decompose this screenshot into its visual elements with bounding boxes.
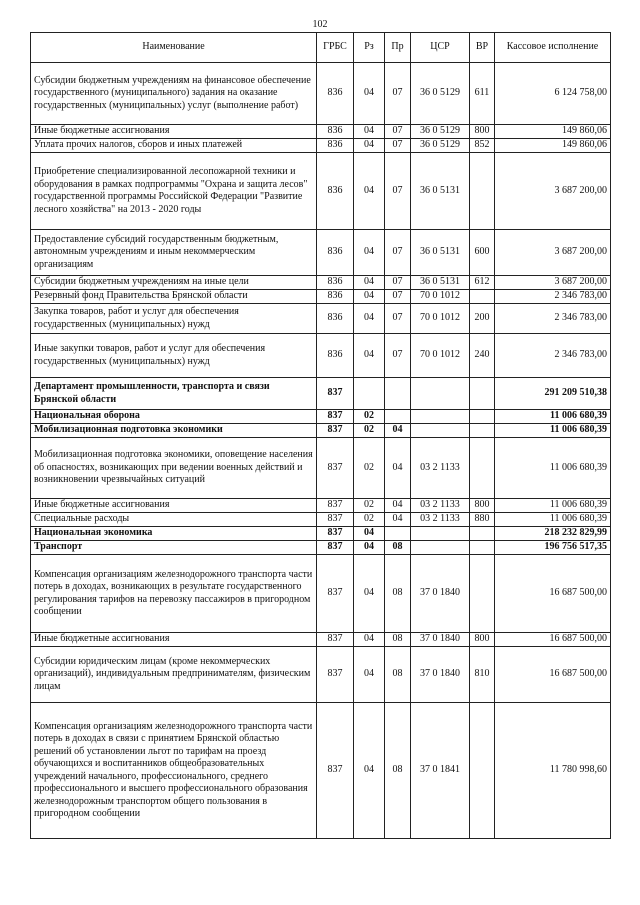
cell-csr: 37 0 1840 [411, 647, 470, 703]
cell-grbs: 837 [317, 513, 354, 527]
cell-vr: 200 [470, 304, 495, 334]
cell-name: Приобретение специализированной лесопожарной техники и оборудования в рамках подпрограммы "Охрана и защита лесов" государственной программы Российской Федерации "Развитие лесного хозяйства" на 2013 - 2020 годы [31, 153, 317, 230]
cell-name: Иные бюджетные ассигнования [31, 125, 317, 139]
cell-amount: 11 006 680,39 [495, 513, 611, 527]
table-row [31, 555, 611, 633]
cell-amount: 218 232 829,99 [495, 527, 611, 541]
cell-amount: 16 687 500,00 [495, 555, 611, 633]
cell-vr: 800 [470, 499, 495, 513]
cell-rz: 04 [354, 334, 385, 378]
cell-pr: 04 [385, 499, 411, 513]
cell-amount: 3 687 200,00 [495, 153, 611, 230]
cell-vr: 612 [470, 276, 495, 290]
cell-rz: 04 [354, 555, 385, 633]
cell-name: Закупка товаров, работ и услуг для обеспечения государственных (муниципальных) нужд [31, 304, 317, 334]
cell-vr [470, 438, 495, 499]
cell-csr [411, 424, 470, 438]
cell-rz: 04 [354, 633, 385, 647]
table-row [31, 541, 611, 555]
header-rz: Рз [354, 33, 385, 63]
cell-name: Транспорт [31, 541, 317, 555]
header-amount: Кассовое исполнение [495, 33, 611, 63]
cell-grbs: 837 [317, 378, 354, 410]
cell-rz: 04 [354, 527, 385, 541]
cell-grbs: 836 [317, 334, 354, 378]
table-row [31, 410, 611, 424]
cell-vr: 600 [470, 230, 495, 276]
table-row [31, 304, 611, 334]
cell-amount: 149 860,06 [495, 139, 611, 153]
table-row [31, 499, 611, 513]
cell-vr [470, 290, 495, 304]
cell-vr [470, 410, 495, 424]
cell-grbs: 836 [317, 276, 354, 290]
cell-csr: 36 0 5129 [411, 139, 470, 153]
cell-rz: 04 [354, 703, 385, 839]
cell-rz: 04 [354, 290, 385, 304]
cell-amount: 11 006 680,39 [495, 410, 611, 424]
cell-name: Специальные расходы [31, 513, 317, 527]
cell-pr: 07 [385, 230, 411, 276]
cell-amount: 3 687 200,00 [495, 276, 611, 290]
cell-grbs: 837 [317, 555, 354, 633]
table-row [31, 424, 611, 438]
cell-csr: 36 0 5131 [411, 230, 470, 276]
cell-grbs: 837 [317, 424, 354, 438]
cell-csr: 36 0 5129 [411, 63, 470, 125]
cell-name: Иные закупки товаров, работ и услуг для обеспечения государственных (муниципальных) нужд [31, 334, 317, 378]
cell-grbs: 837 [317, 438, 354, 499]
cell-csr: 03 2 1133 [411, 499, 470, 513]
cell-vr [470, 541, 495, 555]
cell-pr [385, 410, 411, 424]
cell-vr [470, 703, 495, 839]
cell-name: Резервный фонд Правительства Брянской области [31, 290, 317, 304]
table-row [31, 63, 611, 125]
cell-pr: 07 [385, 63, 411, 125]
table-row [31, 633, 611, 647]
cell-pr: 07 [385, 139, 411, 153]
cell-name: Уплата прочих налогов, сборов и иных платежей [31, 139, 317, 153]
table-row [31, 290, 611, 304]
table-row [31, 334, 611, 378]
cell-amount: 11 006 680,39 [495, 424, 611, 438]
table-row [31, 513, 611, 527]
cell-csr: 70 0 1012 [411, 334, 470, 378]
cell-name: Субсидии юридическим лицам (кроме некоммерческих организаций), индивидуальным предпринимателям, физическим лицам [31, 647, 317, 703]
cell-pr: 07 [385, 125, 411, 139]
cell-rz: 04 [354, 276, 385, 290]
page-number: 102 [312, 19, 328, 30]
cell-amount: 2 346 783,00 [495, 334, 611, 378]
cell-amount: 11 006 680,39 [495, 499, 611, 513]
cell-amount: 11 780 998,60 [495, 703, 611, 839]
cell-rz: 04 [354, 125, 385, 139]
cell-rz: 04 [354, 647, 385, 703]
cell-vr: 852 [470, 139, 495, 153]
cell-pr: 07 [385, 290, 411, 304]
cell-csr [411, 378, 470, 410]
cell-rz: 04 [354, 230, 385, 276]
table-row [31, 378, 611, 410]
cell-vr [470, 424, 495, 438]
cell-grbs: 836 [317, 230, 354, 276]
cell-amount: 16 687 500,00 [495, 647, 611, 703]
header-grbs: ГРБС [317, 33, 354, 63]
table-row [31, 527, 611, 541]
cell-name: Иные бюджетные ассигнования [31, 633, 317, 647]
header-pr: Пр [385, 33, 411, 63]
cell-csr [411, 527, 470, 541]
cell-grbs: 837 [317, 527, 354, 541]
cell-pr: 07 [385, 304, 411, 334]
cell-grbs: 837 [317, 647, 354, 703]
cell-pr: 07 [385, 276, 411, 290]
table-row [31, 276, 611, 290]
cell-amount: 196 756 517,35 [495, 541, 611, 555]
cell-csr: 36 0 5129 [411, 125, 470, 139]
cell-rz: 02 [354, 410, 385, 424]
cell-vr [470, 378, 495, 410]
cell-grbs: 836 [317, 304, 354, 334]
cell-csr: 37 0 1840 [411, 555, 470, 633]
cell-rz [354, 378, 385, 410]
cell-name: Компенсация организациям железнодорожного транспорта части потерь в доходах, возникающих в результате государственного регулирования тарифов на перевозку пассажиров в пригородном сообщении [31, 555, 317, 633]
cell-pr: 04 [385, 438, 411, 499]
cell-name: Мобилизационная подготовка экономики [31, 424, 317, 438]
cell-name: Национальная экономика [31, 527, 317, 541]
cell-grbs: 836 [317, 63, 354, 125]
cell-vr [470, 527, 495, 541]
cell-rz: 04 [354, 541, 385, 555]
cell-amount: 16 687 500,00 [495, 633, 611, 647]
cell-vr: 810 [470, 647, 495, 703]
cell-amount: 11 006 680,39 [495, 438, 611, 499]
cell-rz: 02 [354, 424, 385, 438]
cell-amount: 2 346 783,00 [495, 290, 611, 304]
table-row [31, 153, 611, 230]
cell-grbs: 837 [317, 541, 354, 555]
cell-csr: 37 0 1841 [411, 703, 470, 839]
table-row [31, 647, 611, 703]
table-row [31, 438, 611, 499]
header-vr: ВР [470, 33, 495, 63]
cell-csr: 03 2 1133 [411, 513, 470, 527]
header-name: Наименование [31, 33, 317, 63]
cell-amount: 2 346 783,00 [495, 304, 611, 334]
cell-amount: 291 209 510,38 [495, 378, 611, 410]
cell-vr: 880 [470, 513, 495, 527]
cell-pr [385, 527, 411, 541]
cell-csr [411, 541, 470, 555]
cell-grbs: 836 [317, 290, 354, 304]
cell-amount: 3 687 200,00 [495, 230, 611, 276]
cell-csr: 36 0 5131 [411, 153, 470, 230]
cell-name: Национальная оборона [31, 410, 317, 424]
cell-pr: 08 [385, 633, 411, 647]
table-row [31, 703, 611, 839]
cell-grbs: 836 [317, 139, 354, 153]
cell-vr [470, 555, 495, 633]
cell-vr: 240 [470, 334, 495, 378]
cell-vr: 611 [470, 63, 495, 125]
table-row [31, 230, 611, 276]
cell-pr: 04 [385, 424, 411, 438]
cell-grbs: 837 [317, 703, 354, 839]
cell-amount: 6 124 758,00 [495, 63, 611, 125]
table-header-row [31, 33, 611, 63]
cell-rz: 02 [354, 513, 385, 527]
cell-name: Мобилизационная подготовка экономики, оповещение населения об опасностях, возникающих при ведении военных действий и возникновении чрезвычайных ситуаций [31, 438, 317, 499]
cell-rz: 04 [354, 304, 385, 334]
table-row [31, 125, 611, 139]
cell-vr [470, 153, 495, 230]
cell-grbs: 837 [317, 633, 354, 647]
cell-pr: 04 [385, 513, 411, 527]
cell-vr: 800 [470, 633, 495, 647]
header-csr: ЦСР [411, 33, 470, 63]
table-row [31, 139, 611, 153]
cell-pr: 08 [385, 703, 411, 839]
cell-csr: 37 0 1840 [411, 633, 470, 647]
cell-pr: 08 [385, 541, 411, 555]
cell-csr: 03 2 1133 [411, 438, 470, 499]
cell-csr: 70 0 1012 [411, 290, 470, 304]
cell-grbs: 836 [317, 153, 354, 230]
cell-csr [411, 410, 470, 424]
cell-grbs: 837 [317, 499, 354, 513]
cell-grbs: 836 [317, 125, 354, 139]
cell-pr: 08 [385, 647, 411, 703]
cell-pr: 07 [385, 334, 411, 378]
cell-pr [385, 378, 411, 410]
cell-name: Компенсация организациям железнодорожного транспорта части потерь в доходах в связи с принятием Брянской областью решений об установлении льгот по тарифам на проезд обучающихся и воспитанников общеобразовательных учреждений начального, профессионального, среднего профессионального и высшего профессионального образования железнодорожным транспортом общего пользования в пригородном сообщении [31, 703, 317, 839]
cell-name: Иные бюджетные ассигнования [31, 499, 317, 513]
budget-table [30, 32, 611, 839]
cell-pr: 08 [385, 555, 411, 633]
cell-csr: 36 0 5131 [411, 276, 470, 290]
cell-rz: 02 [354, 499, 385, 513]
cell-name: Департамент промышленности, транспорта и связи Брянской области [31, 378, 317, 410]
cell-grbs: 837 [317, 410, 354, 424]
cell-rz: 04 [354, 139, 385, 153]
cell-name: Субсидии бюджетным учреждениям на финансовое обеспечение государственного (муниципального) задания на оказание государственных (муниципальных) услуг (выполнение работ) [31, 63, 317, 125]
cell-name: Субсидии бюджетным учреждениям на иные цели [31, 276, 317, 290]
cell-rz: 02 [354, 438, 385, 499]
cell-rz: 04 [354, 63, 385, 125]
cell-name: Предоставление субсидий государственным бюджетным, автономным учреждениям и иным некоммерческим организациям [31, 230, 317, 276]
cell-pr: 07 [385, 153, 411, 230]
cell-rz: 04 [354, 153, 385, 230]
cell-vr: 800 [470, 125, 495, 139]
cell-csr: 70 0 1012 [411, 304, 470, 334]
cell-amount: 149 860,06 [495, 125, 611, 139]
